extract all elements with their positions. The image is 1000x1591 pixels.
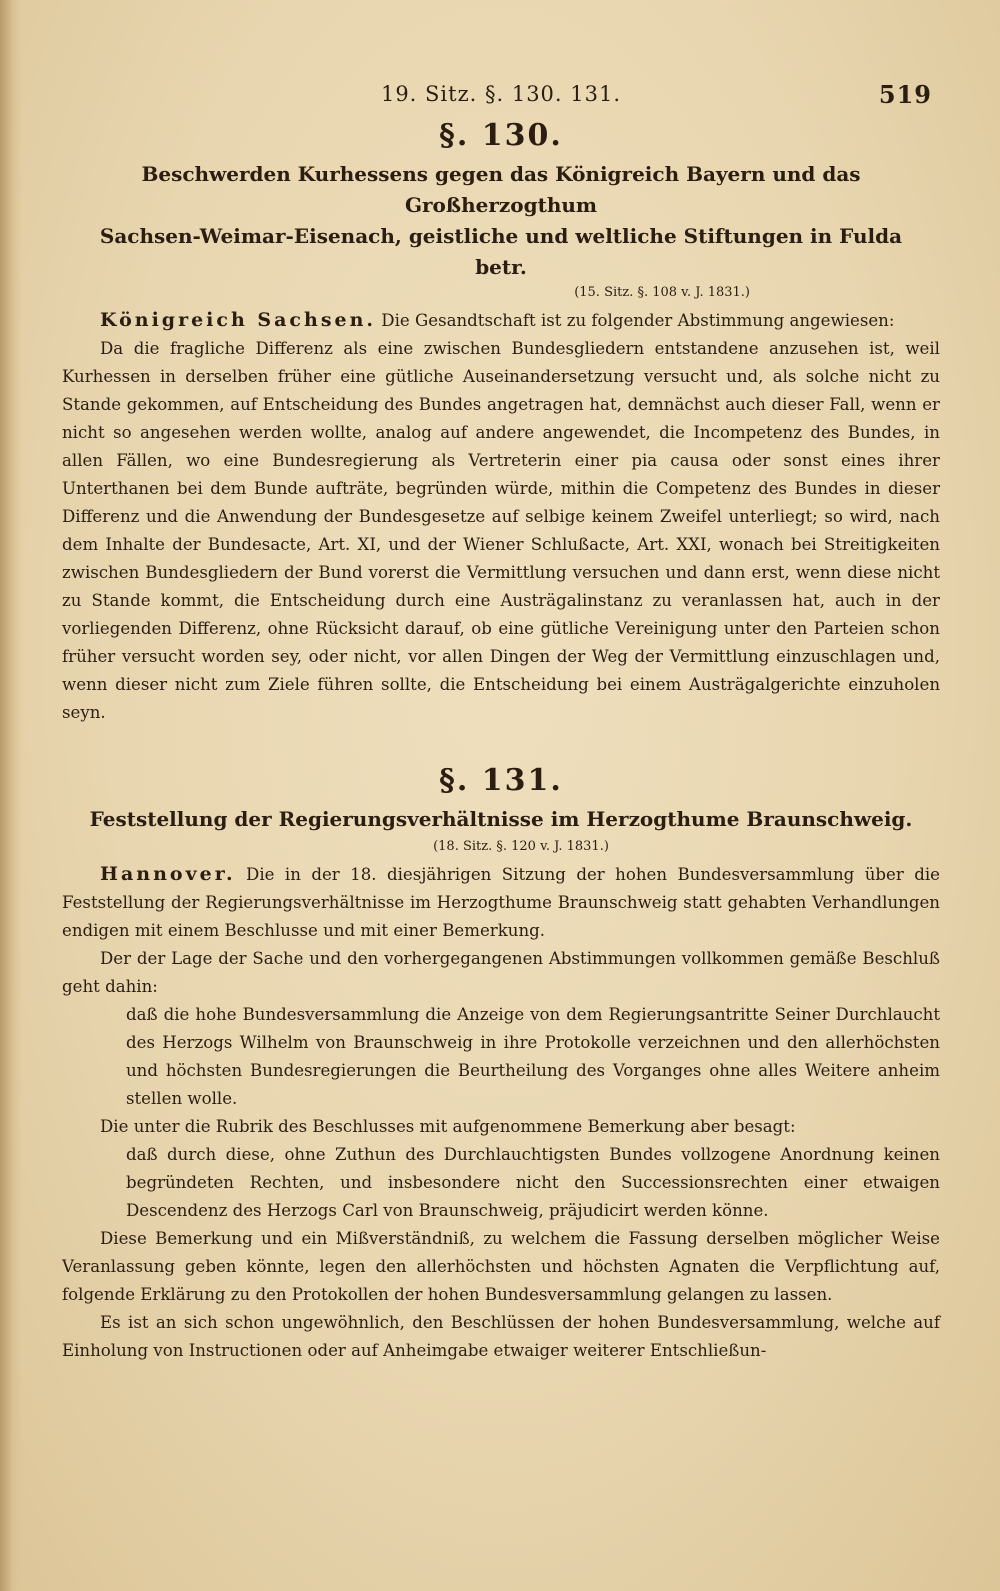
section-130-title-line: Sachsen-Weimar-Eisenach, geistliche und weltliche Stiftungen in Fulda betr. <box>99 224 903 279</box>
paragraph: Die unter die Rubrik des Beschlusses mit aufgenommene Bemerkung aber besagt: <box>100 1117 796 1136</box>
page-number: 519 <box>878 80 932 109</box>
running-title: 19. Sitz. §. 130. 131. <box>380 82 622 106</box>
paragraph <box>62 860 940 945</box>
section-131-title <box>72 804 930 835</box>
quoted-paragraph: daß durch diese, ohne Zuthun des Durchlauchtigsten Bundes vollzogene Anordnung keinen begründeten Rechten, und insbesondere nicht den Successionsrechten einer etwaigen Descendenz des Herzogs Carl von Braunschweig, präjudicirt werden könne. <box>126 1145 940 1220</box>
section-130-number: §. 130. <box>439 118 563 153</box>
section-131-reference: (18. Sitz. §. 120 v. J. 1831.) <box>433 839 609 854</box>
paragraph <box>62 306 940 335</box>
quoted-paragraph: daß die hohe Bundesversammlung die Anzeige von dem Regierungsantritte Seiner Durchlaucht des Herzogs Wilhelm von Braunschweig in ihre Protokolle verzeichnen und den allerhöchsten und höchsten Bundesregierungen die Beurtheilung des Vorganges ohne alles Weitere anheim stellen wolle. <box>126 1005 940 1108</box>
paragraph: Diese Bemerkung und ein Mißverständniß, zu welchem die Fassung derselben möglicher Weise Veranlassung geben könnte, legen den allerhöchsten und höchsten Agnaten die Verpflichtung auf, folgende Erklärung zu den Protokollen der hohen Bundesversammlung gelangen zu lassen. <box>62 1229 940 1304</box>
paragraph: Da die fragliche Differenz als eine zwischen Bundesgliedern entstandene anzusehen ist, weil Kurhessen in derselben früher eine gütliche Auseinandersetzung versucht und, als solche nicht zu Stande gekommen, auf Entscheidung des Bundes angetragen hat, demnächst auch dieser Fall, wenn er nicht so angesehen werden wollte, analog auf andere angewendet, die Incompetenz des Bundes, in allen Fällen, wo eine Bundesregierung als Vertreterin einer pia causa oder sonst eines ihrer Unterthanen bei dem Bunde aufträte, begründen würde, mithin die Competenz des Bundes in dieser Differenz und die Anwendung der Bundesgesetze auf selbige keinem Zweifel unterliegt; so wird, nach dem Inhalte der Bundesacte, Art. XI, und der Wiener Schlußacte, Art. XXI, wonach bei Streitigkeiten zwischen Bundesgliedern der Bund vorerst die Vermittlung versuchen und dann erst, wenn diese nicht zu Stande kommt, die Entscheidung durch eine Austrägalinstanz zu veranlassen hat, auch in der vorliegenden Differenz, ohne Rücksicht darauf, ob eine gütliche Vereinigung unter den Parteien schon früher versucht worden sey, oder nicht, vor allen Dingen der Weg der Vermittlung einzuschlagen und, wenn dieser nicht zum Ziele führen sollte, die Entscheidung bei einem Austrägalgerichte einzuholen seyn. <box>62 339 940 722</box>
paragraph-text: Die in der 18. diesjährigen Sitzung der hohen Bundesversammlung über die Feststellung der Regierungsverhältnisse im Herzogthume Braunschweig statt gehabten Verhandlungen endigen mit einem Beschlusse und mit einer Bemerkung. <box>62 865 940 940</box>
paragraph-text: Die Gesandtschaft ist zu folgender Abstimmung angewiesen: <box>376 311 895 330</box>
section-gap <box>62 727 940 755</box>
section-130-title <box>72 159 930 283</box>
state-name: Königreich Sachsen. <box>100 309 377 331</box>
section-131-title-line: Feststellung der Regierungsverhältnisse im Herzogthume Braunschweig. <box>89 807 913 831</box>
book-spine-shadow <box>0 0 22 1591</box>
paragraph: Der der Lage der Sache und den vorhergegangenen Abstimmungen vollkommen gemäße Beschluß geht dahin: <box>62 949 940 996</box>
paragraph: Es ist an sich schon ungewöhnlich, den Beschlüssen der hohen Bundesversammlung, welche auf Einholung von Instructionen oder auf Anheimgabe etwaiger weiterer Entschließun- <box>62 1313 940 1360</box>
section-131-number: §. 131. <box>439 763 563 798</box>
running-head <box>62 70 940 110</box>
page-content <box>62 70 940 1365</box>
section-130-reference: (15. Sitz. §. 108 v. J. 1831.) <box>574 285 750 300</box>
section-130-title-line: Beschwerden Kurhessens gegen das Königreich Bayern und das Großherzogthum <box>141 162 861 217</box>
state-name: Hannover. <box>100 863 236 885</box>
